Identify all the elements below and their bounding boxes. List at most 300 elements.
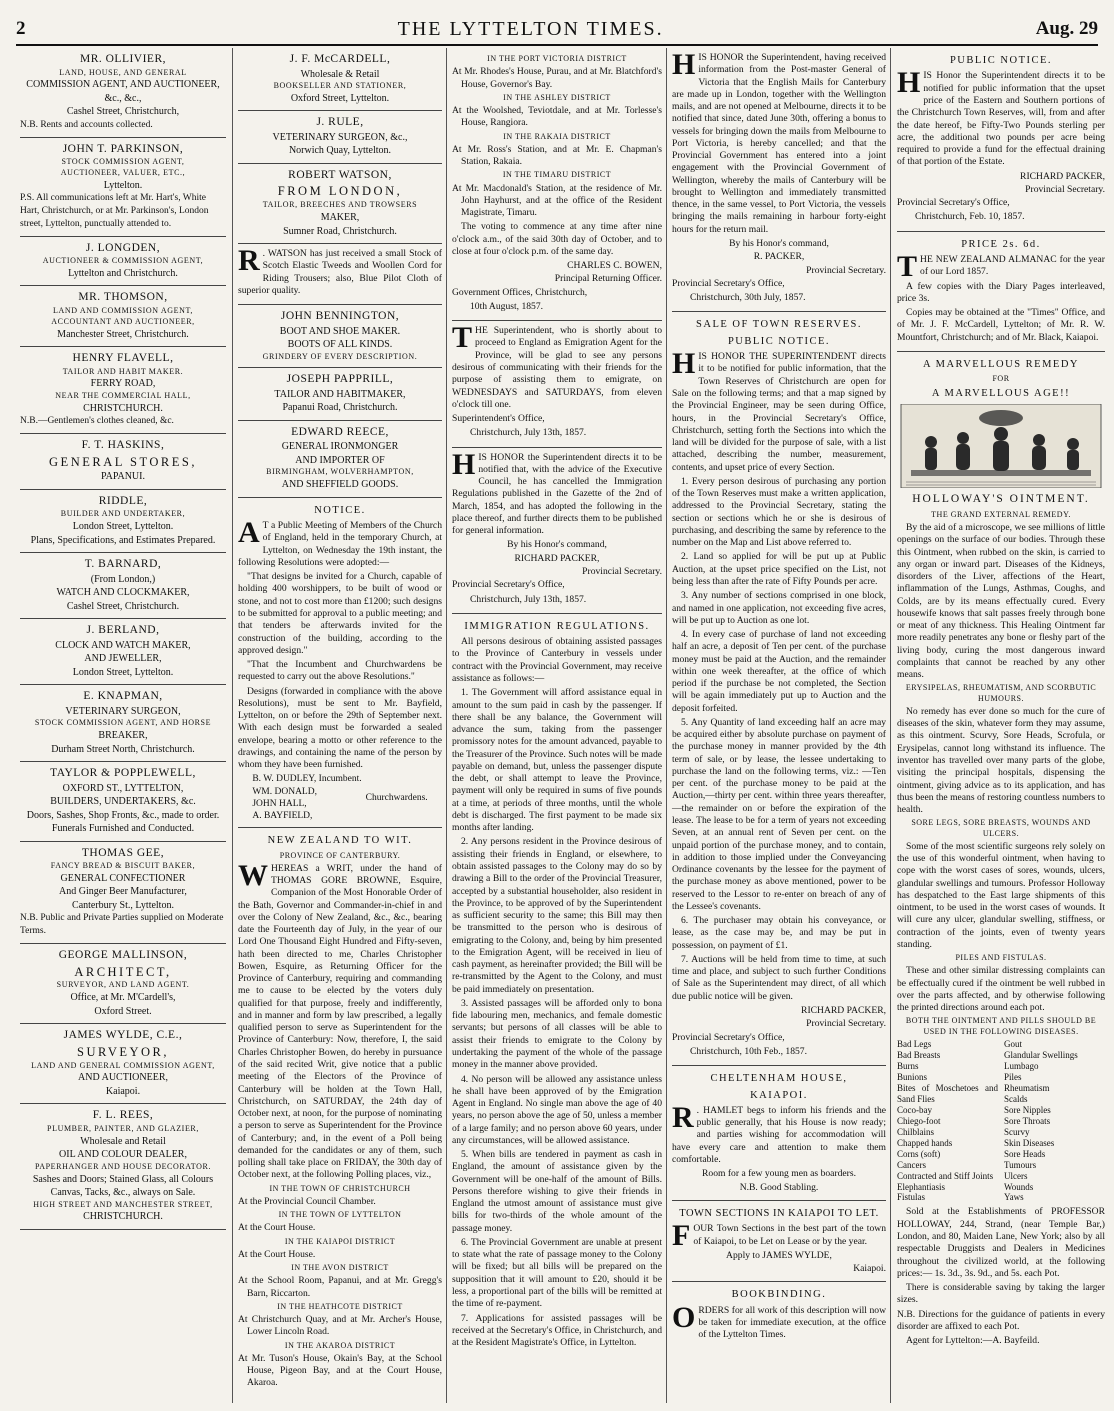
polling-places: [452, 48, 662, 321]
business-detail: Plans, Specifications, and Estimates Prepared.: [30, 534, 216, 546]
signature: Superintendent's Office,: [452, 413, 545, 425]
business-detail: Wholesale & Retail: [300, 68, 380, 80]
business-detail: Cashel Street, Christchurch,: [66, 106, 180, 118]
polling-district: IN THE HEATHCOTE DISTRICT: [277, 1301, 403, 1311]
disease-item: Bad Legs: [897, 1038, 932, 1049]
his-honor-notice: [452, 448, 662, 613]
notice-heading: NEW ZEALAND TO WIT.: [267, 835, 413, 847]
business-detail: Oxford Street, Lyttelton.: [290, 92, 390, 104]
business-detail: Durham Street North, Christchurch.: [51, 743, 195, 755]
disease-item: Wounds: [1004, 1181, 1034, 1192]
business-name: JOSEPH PAPPRILL,: [286, 373, 394, 386]
business-detail: OIL AND COLOUR DEALER,: [59, 1149, 187, 1161]
business-detail: BUILDERS, UNDERTAKERS, &c.: [50, 796, 196, 808]
church-signatories: [238, 773, 442, 822]
business-detail: Lyttelton.: [103, 179, 143, 191]
business-detail: Kaiapoi.: [105, 1085, 141, 1097]
writ-notice: [238, 828, 442, 1397]
notice-text: HE Superintendent, who is shortly about to proceed to England as Emigration Agent for the Province, will be glad to see any persons desirous of communicating with their friends for the purpose of assisting them to emigrate, on WEDNESDAYS and SATURDAYS, from eleven o'clock till one.: [452, 325, 662, 410]
polling-place: At the Woolshed, Teviotdale, and at Mr. Torlesse's House, Rangiora.: [452, 105, 662, 129]
notice-paragraph: 6. The Provincial Government are unable at present to state what the rate of passage money to the Colony will be fixed; but all bills will be prepared on the supposition that it will amount to £20, should it be less, a proportional part of the bills will be remitted at the time of re-payment.: [452, 1236, 662, 1310]
signature: CHARLES C. BOWEN,: [567, 260, 662, 272]
notice-text: IS HONOR THE SUPERINTENDENT directs it to be notified for public information, that the Town Reserves of Christchurch are open for Sale on the following terms; and that a map signed by the Provincial Engineer, may be seen during Office, hours, in the Provincial Secretary's Office, Christchurch, setting forth the Sections into which the land will be divided for the purpose of sale, with a list attached, describing the number, measurement, contents, and upset price of every Section.: [672, 351, 886, 473]
drop-cap: T: [452, 321, 473, 355]
signature: Provincial Secretary's Office,: [672, 277, 785, 289]
business-detail: Cashel Street, Christchurch.: [66, 600, 180, 612]
business-detail: Doors, Sashes, Shop Fronts, &c., made to order.: [26, 809, 220, 821]
business-name: JOHN BENNINGTON,: [280, 310, 400, 323]
ad-headline: A MARVELLOUS AGE!!: [931, 387, 1071, 399]
notice-paragraph: 7. Applications for assisted passages will be received at the Secretary's Office, in Christchurch, and at the Resident Magistrate's Office, in Lyttelton.: [452, 1312, 662, 1349]
signature: Kaiapoi.: [853, 1263, 886, 1275]
business-detail: Norwich Quay, Lyttelton.: [288, 145, 392, 157]
business-ad: [20, 434, 226, 490]
disease-item: Scalds: [1004, 1093, 1028, 1104]
business-ad: [20, 490, 226, 553]
drop-cap: H: [672, 347, 696, 381]
business-detail: PAPERHANGER AND HOUSE DECORATOR.: [34, 1161, 212, 1171]
business-detail: BUILDER AND UNDERTAKER,: [60, 509, 186, 519]
section-heading: SORE LEGS, SORE BREASTS, WOUNDS AND ULCERS.: [911, 818, 1091, 838]
business-detail: (From London,): [90, 573, 156, 585]
business-name: J. F. McCARDELL,: [289, 53, 391, 65]
notice-paragraph: 2. Land so applied for will be put up at Public Auction, at the upset price specified on the List, not being less than after the rate of Fifty Pounds per acre.: [672, 551, 886, 587]
business-ad: [238, 368, 442, 421]
notice-paragraph: 5. When bills are tendered in payment as cash in England, the amount of assistance given by the Government will be one-half of the amount of Bills. Persons therefore wishing to give their friends in England the utmost amount of assistance must give bills for two-thirds of the whole amount of the passage money.: [452, 1149, 662, 1234]
signature: Provincial Secretary.: [806, 264, 886, 276]
bookbinding-ad: [672, 1282, 886, 1348]
disease-item: Fistulas: [897, 1192, 926, 1203]
business-detail: FERRY ROAD,: [90, 378, 156, 390]
business-detail: Funerals Furnished and Conducted.: [51, 823, 195, 835]
disease-item: Bunions: [897, 1071, 928, 1082]
notice-text: "That designs be invited for a Church, capable of holding 400 worshippers, to be built of wood or stone, and not to cost more than £1200; such designs to be submitted for approval to a public meeting; and that tenders be afterwards invited for the construction of the building, according to the approved design.": [238, 571, 442, 656]
public-notice: [897, 48, 1105, 232]
holloway-engraving-illustration: [897, 404, 1105, 488]
notice-paragraph: 5. Any Quantity of land exceeding half an acre may be acquired either by absolute purchase on payment of the purchase money in manner provided by the 4th term of sale, or by lease, the lessee undertaking to purchase the land on the following terms, viz.: —Ten per cent. of the purchase money to be paid at the Auction,—thirty per cent. within three years thereafter,—the remainder on or before the expiration of the lease. The lease to be for a term of years not exceeding Seven, at an annual rent of Seven per cent. on the unpaid portion of the purchase money, and to contain, in addition to those implied under the Conveyancing Ordinance covenants by the lessee for the payment of the purchase money as above mentioned, power to be reserved to the Lessor to re-enter on breach of any of the Lessee's covenants.: [672, 716, 886, 912]
business-ad: [20, 1104, 226, 1229]
drop-cap: W: [238, 858, 268, 892]
disease-item: Bad Breasts: [897, 1049, 941, 1060]
business-ad: [238, 164, 442, 244]
notice-heading: BOOKBINDING.: [731, 1289, 827, 1301]
notice-text: A few copies with the Diary Pages interleaved, price 3s.: [897, 280, 1105, 304]
business-detail: VETERINARY SURGEON, &c.,: [272, 131, 408, 143]
notice-text: Sold at the Establishments of PROFESSOR HOLLOWAY, 244, Strand, (near Temple Bar,) London, and 80, Maiden Lane, New York; also by all respectable Druggists and Dealers in Medicines throughout the civilized world, at the following prices:— 1s. 3d., 3s. 9d., and 5s. each Pot.: [897, 1206, 1105, 1279]
business-detail: LAND, HOUSE, AND GENERAL: [59, 67, 187, 77]
column-2: [232, 48, 447, 1403]
disease-item: Burns: [897, 1060, 919, 1071]
mails-notice: [672, 48, 886, 312]
business-detail: Canterbury St., Lyttelton.: [72, 899, 174, 911]
disease-item: Skin Diseases: [1004, 1137, 1055, 1148]
business-ad: [20, 685, 226, 762]
polling-place: At Mr. Ross's Station, and at Mr. E. Chapman's Station, Rakaia.: [452, 143, 662, 168]
cheltenham-house-ad: [672, 1066, 886, 1201]
signatory: WM. DONALD,: [252, 786, 317, 797]
business-detail: AND IMPORTER OF: [295, 454, 385, 466]
drop-cap: H: [897, 66, 921, 100]
business-name: MR. OLLIVIER,: [79, 53, 167, 65]
column-1: [16, 48, 232, 1403]
drop-cap: F: [672, 1219, 691, 1253]
drop-cap: R: [238, 244, 260, 278]
business-detail: BIRMINGHAM, WOLVERHAMPTON,: [266, 467, 414, 477]
business-detail: Sashes and Doors; Stained Glass, all Colours: [32, 1173, 214, 1185]
disease-item: Gout: [1004, 1038, 1022, 1049]
business-detail: AUCTIONEER, VALUER, ETC.,: [60, 167, 186, 177]
polling-place: At Mr. Tuson's House, Okain's Bay, at the School House, Pigeon Bay, and at the Court House, Akaroa.: [238, 1352, 442, 1389]
drop-cap: T: [897, 250, 918, 284]
business-detail: STOCK COMMISSION AGENT, AND HORSE: [34, 718, 212, 728]
disease-item: Cancers: [897, 1159, 926, 1170]
notice-text: N.B. Directions for the guidance of patients in every disorder are affixed to each Pot.: [897, 1308, 1105, 1332]
signature: Provincial Secretary's Office,: [452, 579, 565, 591]
business-note: N.B. Rents and accounts collected.: [20, 119, 153, 130]
signatory: JOHN HALL,: [252, 798, 307, 809]
ad-headline: A MARVELLOUS REMEDY: [923, 358, 1079, 370]
church-notice: [238, 498, 442, 828]
polling-place: At the Court House.: [238, 1222, 316, 1234]
signature: Provincial Secretary.: [1025, 183, 1105, 195]
polling-district: IN THE TOWN OF CHRISTCHURCH: [269, 1183, 411, 1193]
business-name: GEORGE MALLINSON,: [58, 949, 188, 962]
notice-paragraph: 3. Assisted passages will be afforded only to bona fide labouring men, mechanics, and female domestic servants; but persons of all classes will be able to assist their friends to emigrate to the Colony by undertaking the payment of the whole of the passage money in the manner above provided.: [452, 997, 662, 1071]
signature: RICHARD PACKER,: [801, 1005, 886, 1016]
polling-district: IN THE AVON DISTRICT: [291, 1263, 389, 1273]
disease-item: Sore Throats: [1004, 1115, 1051, 1126]
disease-item: Tumours: [1004, 1159, 1037, 1170]
business-name: J. BERLAND,: [86, 624, 160, 637]
disease-item: Rheumatism: [1004, 1082, 1050, 1093]
business-name: RIDDLE,: [98, 494, 148, 507]
business-ad: [238, 305, 442, 368]
business-ad: [20, 48, 226, 138]
signature: 10th August, 1857.: [470, 300, 544, 312]
business-detail: Oxford Street.: [94, 1005, 152, 1017]
business-detail: AUCTIONEER & COMMISSION AGENT,: [42, 256, 204, 266]
notice-paragraph: [238, 659, 442, 684]
drop-cap: R: [672, 1100, 694, 1134]
business-detail: FROM LONDON,: [277, 184, 403, 199]
disease-item: Elephantiasis: [897, 1181, 945, 1192]
signatory: A. BAYFIELD,: [252, 810, 313, 821]
business-name: JOHN T. PARKINSON,: [62, 142, 184, 155]
signature: Provincial Secretary's Office,: [897, 197, 1010, 209]
business-detail: LAND AND GENERAL COMMISSION AGENT,: [31, 1060, 215, 1070]
business-detail: BOOT AND SHOE MAKER.: [279, 325, 401, 337]
issue-date: Aug. 29: [1035, 18, 1098, 39]
business-detail: AND SHEFFIELD GOODS.: [281, 479, 399, 491]
notice-text: RDERS for all work of this description will now be taken for immediate execution, at the office of the Lyttelton Times.: [698, 1304, 886, 1341]
business-detail: GRINDERY OF EVERY DESCRIPTION.: [262, 351, 418, 361]
notice-heading: SALE OF TOWN RESERVES.: [696, 319, 862, 331]
page-number: 2: [16, 18, 26, 39]
business-ad: [20, 944, 226, 1024]
business-detail: FANCY BREAD & BISCUIT BAKER,: [50, 861, 196, 871]
polling-district: IN THE KAIAPOI DISTRICT: [284, 1236, 396, 1246]
notice-paragraph: 3. Any number of sections comprised in one block, and named in one application, not exceeding five acres, will be put up to Auction as one lot.: [672, 590, 886, 626]
business-detail: GENERAL CONFECTIONER: [60, 872, 186, 884]
business-detail: Manchester Street, Christchurch.: [57, 328, 189, 340]
business-detail: CHRISTCHURCH.: [83, 1211, 163, 1223]
business-note: N.B. Public and Private Parties supplied on Moderate Terms.: [20, 913, 224, 937]
polling-place: At Mr. Rhodes's House, Purau, and at Mr. Blatchford's House, Governor's Bay.: [452, 66, 662, 90]
disease-item: Bites of Moschetoes and Sand Flies: [897, 1082, 998, 1104]
signature: Provincial Secretary.: [806, 1018, 886, 1030]
almanac-ad: [897, 232, 1105, 352]
business-detail: HIGH STREET AND MANCHESTER STREET,: [33, 1199, 213, 1209]
business-name: F. L. REES,: [92, 1109, 154, 1122]
drop-cap: H: [672, 48, 696, 81]
notice-paragraph: 6. The purchaser may obtain his conveyance, or lease, as the case may be, and may be put in possession, on payment of £1.: [672, 915, 886, 951]
signature: Christchurch, Feb. 10, 1857.: [915, 211, 1025, 223]
notice-paragraph: 7. Auctions will be held from time to time, at such time and place, and subject to such further Conditions of Sale as the Superintendent may direct, of all which due public notice will be given.: [672, 953, 886, 1002]
drop-cap: H: [452, 447, 476, 481]
signature: R. PACKER,: [753, 251, 805, 263]
disease-item: Yaws: [1004, 1192, 1024, 1203]
notice-paragraph: 4. No person will be allowed any assistance unless he shall have been approved of by the Emigration Agent in England. No single man above the age of 40 years, no person above the age of 50, unless a member of a large family; and no person above 60 years, under any circumstances, will be allowed assistance.: [452, 1073, 662, 1146]
business-ad: [20, 286, 226, 347]
business-ad: [20, 762, 226, 842]
notice-text: HEREAS a WRIT, under the hand of THOMAS GORE BROWNE, Esquire, Companion of the Most Honorable Order of the Bath, Governor and Commander-in-chief in and over the Colony of New Zealand, &c., &c., bearing date the Fourteenth day of July, in the year of our Lord One Thousand Eight Hundred and Fifty-seven, hath been directed to me, Charles Christopher Bowen, Esquire, as Returning Officer for the Province of Canterbury, requiring and commanding me to cause to be elected by the voters duly qualified for that purpose, freely and indifferently, and in manner and form by law prescribed, a legally qualified person to serve as Superintendent for the Province of Canterbury: Now, therefore, I, the said Charles Christopher Bowen, do hereby in pursuance of the said recited Writ, give notice that a public meeting of the Electors of the Province of Canterbury will be holden at the Town Hall, Christchurch, on SATURDAY, the 24th day of October next, at noon, for the purpose of nominating a person to serve as Superintendent for the Province of Canterbury; and, in the event of a Poll being demanded for the candidates or any of them, such polling shall take place on FRIDAY, the 30th day of October next, at the following Polling places, viz.,: [238, 862, 442, 1181]
business-name: TAYLOR & POPPLEWELL,: [50, 767, 196, 780]
notice-text: T a Public Meeting of Members of the Church of England, held in the temporary Church, at Lyttelton, on Wednesday the 19th instant, the following Resolutions were adopted:—: [238, 520, 442, 568]
business-note: N.B.—Gentlemen's clothes cleaned, &c.: [20, 416, 174, 427]
business-detail: TAILOR AND HABIT MAKER.: [62, 366, 184, 376]
notice-paragraph: 4. In every case of purchase of land not exceeding half an acre, a deposit of Ten per cent. of the purchase money must be paid at the Auction, and the remainder within one week thereafter, at the office of which period if the purchase be not completed, the Section will be again immediately put up to Auction and the deposit forfeited.: [672, 629, 886, 714]
business-detail: Sumner Road, Christchurch.: [283, 225, 397, 237]
notice-paragraph: [238, 571, 442, 657]
polling-place: At the Court House.: [238, 1248, 316, 1260]
business-ad: [20, 619, 226, 685]
disease-item: Piles: [1004, 1071, 1022, 1082]
business-detail: ACCOUNTANT AND AUCTIONEER,: [51, 316, 195, 326]
notice-text: N.B. Good Stabling.: [739, 1181, 819, 1193]
polling-district: IN THE TIMARU DISTRICT: [502, 170, 612, 180]
notice-text: . WATSON has just received a small Stock of Scotch Elastic Tweeds and Woollen Cord for Riding Trousers; also, Blue Pilot Cloth of superior quality.: [238, 248, 442, 296]
business-detail: And Ginger Beer Manufacturer,: [59, 886, 187, 898]
signature: Principal Returning Officer.: [554, 273, 662, 285]
business-ad: [20, 237, 226, 287]
business-detail: STOCK COMMISSION AGENT,: [61, 157, 185, 167]
business-detail: OXFORD ST., LYTTELTON,: [62, 782, 184, 794]
ad-headline: FOR: [992, 374, 1010, 384]
section-heading: PILES AND FISTULAS.: [955, 953, 1047, 963]
polling-place: At Christchurch Quay, and at Mr. Archer's House, Lower Lincoln Road.: [238, 1314, 442, 1338]
holloway-ointment-ad: [897, 352, 1105, 1354]
newspaper-title: THE LYTTELTON TIMES.: [397, 17, 664, 40]
disease-item: Sore Heads: [1004, 1148, 1046, 1159]
notice-paragraph: These and other similar distressing complaints can be effectually cured if the ointment be well rubbed in over the parts affected, and by otherwise following the printed directions around each pot.: [897, 965, 1105, 1014]
masthead: [16, 14, 1098, 46]
business-detail: BOOTS OF ALL KINDS.: [287, 339, 393, 351]
business-detail: ARCHITECT,: [74, 964, 172, 979]
signature: Provincial Secretary's Office,: [672, 1031, 785, 1043]
column-3: [446, 48, 667, 1403]
disease-item: Lumbago: [1004, 1060, 1039, 1071]
disease-item: Ulcers: [1004, 1170, 1028, 1181]
business-detail: GENERAL STORES,: [49, 454, 197, 469]
disease-item: Contracted and Stiff Joints: [897, 1170, 994, 1181]
disease-item: Chiego-foot: [897, 1115, 941, 1126]
business-detail: CHRISTCHURCH.: [83, 402, 163, 414]
notice-heading: CHELTENHAM HOUSE,: [710, 1073, 848, 1085]
business-name: THOMAS GEE,: [81, 846, 165, 859]
business-ad: [20, 553, 226, 619]
business-name: MR. THOMSON,: [78, 291, 168, 304]
business-name: JAMES WYLDE, C.E.,: [63, 1029, 183, 1042]
business-ad: [238, 421, 442, 498]
business-detail: London Street, Lyttelton.: [72, 521, 174, 533]
business-ad: [20, 842, 226, 944]
notice-text: The voting to commence at any time after nine o'clock a.m., of the said 30th day of October, and to close at four o'clock p.m. of the same day.: [452, 221, 662, 257]
business-detail: BREAKER,: [98, 730, 148, 742]
watson-notice: [238, 244, 442, 305]
business-detail: GENERAL IRONMONGER: [281, 441, 399, 453]
business-detail: SURVEYOR, AND LAND AGENT.: [56, 980, 190, 990]
drop-cap: O: [672, 1300, 696, 1334]
business-ad: [20, 138, 226, 237]
notice-paragraph: [238, 516, 442, 569]
notice-heading: TOWN SECTIONS IN KAIAPOI TO LET.: [679, 1207, 879, 1219]
business-note: P.S. All communications left at Mr. Hart's, White Hart, Christchurch, or at Mr. Parkinson's, London street, Lyttelton, punctually attended to.: [20, 193, 209, 229]
disease-item: Corns (soft): [897, 1148, 941, 1159]
notice-paragraph: 2. Any persons resident in the Province desirous of assisting their friends in England, or elsewhere, to obtain assisted passages to the Colony may do so by drawing a Bill to the order of the Provincial Treasurer, accepted by a substantial householder, also resident in the Province, to be approved of by the Superintendent as sufficient security to the same; this Bill may then be transmitted to the person who is desirous of emigrating to the Colony, and, being by him presented to the Emigration Agent, will be received in lieu of cash payment, as hereinafter provided; the Bill will be re-transmitted by the Agent to the Colony, and must be paid immediately on presentation.: [452, 836, 662, 995]
polling-place: At the Provincial Council Chamber.: [238, 1195, 376, 1207]
business-name: J. RULE,: [316, 116, 364, 129]
business-detail: AND AUCTIONEER,: [78, 1072, 168, 1084]
business-detail: AND JEWELLER,: [84, 653, 162, 665]
ad-title: HOLLOWAY'S OINTMENT.: [912, 493, 1090, 506]
notice-paragraph: [238, 686, 442, 772]
notice-text: HE NEW ZEALAND ALMANAC for the year of our Lord 1857.: [920, 254, 1105, 278]
business-detail: Canvas, Tacks, &c., always on Sale.: [50, 1187, 196, 1198]
business-name: HENRY FLAVELL,: [72, 352, 174, 365]
business-detail: TAILOR, BREECHES AND TROWSERS: [262, 200, 418, 210]
notice-text: Copies may be obtained at the "Times" Office, and of Mr. J. F. McCardell, Lyttelton; of Mr. R. W. Mountfort, Christchurch; and of Mr. Black, Kaiapoi.: [897, 307, 1105, 343]
business-detail: COMMISSION AGENT, AND AUCTIONEER, &c., &c.,: [26, 79, 220, 104]
notice-paragraph: Some of the most scientific surgeons rely solely on the use of this wonderful ointment, when having to cope with the worst cases of sores, wounds, ulcers, glandular swellings and tumours. Professor Holloway has despatched to the East large shipments of this ointment, to be used in the worst cases of wounds. It will cure any ulcer, glandular swelling, stiffness, or contraction of the joints, even of twenty years standing.: [897, 840, 1105, 950]
notice-text: IS Honor the Superintendent directs it to be notified for public information that the upset price of the Eastern and Southern portions of the Christchurch Town Reserves, will, from and after the date hereof, be Fifty-Two Pounds sterling per acre, the additional two pounds per acre being required to provide a fund for the effectual draining of that portion of the Estate.: [897, 70, 1105, 168]
business-ad: [238, 48, 442, 111]
business-ad: [20, 1024, 226, 1104]
disease-item: Coco-bay: [897, 1104, 932, 1115]
notice-text: . HAMLET begs to inform his friends and the public generally, that his House is now ready; and parties wishing for accommodation will have every care and attention to make them comfortable.: [672, 1104, 886, 1165]
polling-district: IN THE ASHLEY DISTRICT: [503, 92, 611, 102]
column-5: [890, 48, 1109, 1403]
polling-district: IN THE PORT VICTORIA DISTRICT: [487, 54, 627, 63]
town-sections-ad: [672, 1201, 886, 1283]
business-detail: Office, at Mr. M'Cardell's,: [70, 992, 176, 1004]
notice-text: Designs (forwarded in compliance with the above Resolutions), must be sent to Mr. Bayfield, Lyttelton, on or before the 29th of September next. With each design must be forwarded a sealed envelope, bearing a motto or other reference to the drawings, and containing the name of the person by whom they have been furnished.: [238, 685, 442, 771]
notice-text: Room for a few young men as boarders.: [702, 1168, 856, 1180]
business-name: J. LONGDEN,: [85, 241, 161, 254]
notice-heading: PUBLIC NOTICE.: [949, 55, 1053, 66]
signatory: B. W. DUDLEY, Incumbent.: [252, 774, 362, 785]
notice-paragraph: No remedy has ever done so much for the cure of diseases of the skin, whatever form they may assume, as this ointment. Scurvy, Sore Heads, Scrofula, or Erysipelas, cannot long withstand its influence. The inventor has travelled over many parts of the globe, visiting the principal hospitals, dispensing the ointment, giving advice as to its application, and has thus been the means of restoring countless numbers to health.: [897, 705, 1105, 816]
disease-item: Sore Nipples: [1004, 1104, 1051, 1115]
signature: RICHARD PACKER,: [1020, 170, 1105, 182]
business-detail: Lyttelton and Christchurch.: [68, 267, 178, 279]
business-detail: London Street, Lyttelton.: [72, 666, 174, 678]
business-detail: SURVEYOR,: [77, 1044, 169, 1059]
signature: Christchurch, 10th Feb., 1857.: [690, 1045, 807, 1057]
signature: RICHARD PACKER,: [514, 552, 600, 564]
signature: Provincial Secretary.: [582, 565, 662, 577]
diseases-heading: BOTH THE OINTMENT AND PILLS SHOULD BE USED IN THE FOLLOWING DISEASES.: [905, 1016, 1097, 1036]
business-name: F. T. HASKINS,: [81, 439, 165, 452]
business-ad: [20, 347, 226, 434]
disease-item: Chapped hands: [897, 1137, 953, 1148]
polling-district: IN THE AKAROA DISTRICT: [284, 1340, 396, 1350]
column-4: [666, 48, 891, 1403]
signature: Apply to JAMES WYLDE,: [726, 1249, 832, 1261]
business-name: ROBERT WATSON,: [288, 168, 392, 181]
business-detail: TAILOR AND HABITMAKER,: [274, 388, 406, 400]
price: PRICE 2s. 6d.: [961, 238, 1041, 250]
business-name: EDWARD REECE,: [291, 425, 389, 438]
notice-text: Agent for Lyttelton:—A. Bayfeild.: [906, 1335, 1040, 1347]
ad-subtitle: THE GRAND EXTERNAL REMEDY.: [931, 509, 1071, 519]
notice-text: There is considerable saving by taking the larger sizes.: [897, 1282, 1105, 1306]
business-ad: [238, 111, 442, 164]
business-detail: PLUMBER, PAINTER, AND GLAZIER,: [47, 1123, 199, 1133]
disease-item: Scurvy: [1004, 1126, 1030, 1137]
drop-cap: A: [238, 516, 260, 550]
notice-heading: NOTICE.: [314, 504, 366, 516]
business-detail: BOOKSELLER AND STATIONER,: [273, 81, 407, 91]
notice-subheading: PUBLIC NOTICE.: [727, 335, 831, 347]
business-detail: Wholesale and Retail: [80, 1135, 166, 1147]
notice-heading: IMMIGRATION REGULATIONS.: [464, 620, 650, 632]
signature: Government Offices, Christchurch,: [452, 286, 588, 298]
signature: Christchurch, 30th July, 1857.: [690, 292, 806, 304]
notice-paragraph: 1. Every person desirous of purchasing any portion of the Town Reserves must make a written application, addressed to the Provincial Secretary, stating the section or sections which he or she is desirous of purchasing, and describing the same by reference to the number on the Map and List above referred to.: [672, 475, 886, 549]
disease-item: Chilblains: [897, 1126, 935, 1137]
notice-text: OUR Town Sections in the best part of the town of Kaiapoi, to be Let on Lease or by the year.: [693, 1223, 886, 1247]
diseases-list: [897, 1039, 1105, 1204]
notice-text: IS HONOR the Superintendent, having received information from the Post-master General of Victoria that the English Mails for Canterbury are made up in London, together with the Wellington mails, and are not opened at Melbourne, directs it to be notified that since, dated June 30th, offering a bonus to vessels for bringing down the mails from Melbourne to Port Victoria, is hereby cancelled; and that the Provincial Government has entered into a joint engagement with the Provincial Government of Wellington, whereby the mails of Canterbury will be brought to Wellington and immediately transmitted thence, in the same vessel, to Port Victoria, the vessels bringing the mails remaining in harbour forty-eight hours for the return mail.: [672, 52, 886, 235]
immigration-regulations: [452, 613, 662, 1357]
signatory-role: Churchwardens.: [365, 792, 428, 803]
polling-district: IN THE TOWN OF LYTTELTON: [278, 1210, 402, 1220]
section-heading: ERYSIPELAS, RHEUMATISM, AND SCORBUTIC HUMOURS.: [905, 683, 1097, 703]
business-detail: CLOCK AND WATCH MAKER,: [55, 639, 191, 651]
signature: By his Honor's command,: [729, 237, 829, 249]
signature: Christchurch, July 13th, 1857.: [470, 427, 587, 439]
disease-item: Glandular Swellings: [1004, 1049, 1078, 1060]
polling-place: At the School Room, Papanui, and at Mr. Gregg's Barn, Riccarton.: [238, 1275, 442, 1299]
signature: Christchurch, July 13th, 1857.: [470, 593, 587, 605]
business-detail: PAPANUI.: [100, 471, 145, 483]
business-detail: VETERINARY SURGEON,: [65, 705, 181, 717]
town-reserves-notice: [672, 312, 886, 1066]
notice-subheading: KAIAPOI.: [750, 1089, 808, 1101]
notice-subheading: PROVINCE OF CANTERBURY.: [279, 850, 401, 860]
business-name: E. KNAPMAN,: [83, 690, 163, 703]
notice-text: IS HONOR the Superintendent directs it to be notified that, with the advice of the Executive Council, he has cancelled the Immigration Regulations published in the Gazette of the 2nd of March, 1854, and has adopted the following in the place thereof, and further directs them to be published for general information.: [452, 451, 662, 537]
notice-paragraph: All persons desirous of obtaining assisted passages to the Province of Canterbury in vessels under contract with the Provincial Government, may receive assistance as follows:—: [452, 636, 662, 684]
notice-text: By the aid of a microscope, we see millions of little openings on the surface of our bodies. Through these this Ointment, when rubbed on the skin, is carried to any organ or inward part. Diseases of the Kidneys, disorders of the Liver, affections of the Heart, inflammation of the Lungs, Asthmas, Coughs, and Colds, are by its means effectually cured. Every housewife knows that salt passes freely through bone or meat of any thickness. This Healing Ointment far more readily penetrates any bone or fleshy part of the living body, curing the most dangerous inward complaints that cannot be reached by any other means.: [897, 521, 1105, 681]
business-detail: MAKER,: [320, 212, 360, 224]
business-name: T. BARNARD,: [84, 558, 162, 571]
business-detail: NEAR THE COMMERCIAL HALL,: [55, 390, 191, 400]
business-detail: LAND AND COMMISSION AGENT,: [53, 306, 193, 315]
notice-paragraph: 1. The Government will afford assistance equal in amount to the sum paid in cash by the passenger. If there shall be any balance, the Government will advance the sum, taking from the passenger promissory notes for the amount advanced, payable to the Treasurer of the Province. Such notes will be made payable on demand, but, unless the passenger dispute the debt, or shall attempt to leave the Province, payment will only be required in sums of five pounds at a time, at periods of three months, until the whole debt is discharged. The first payment to be made six months after landing.: [452, 687, 662, 834]
polling-place: At Mr. Macdonald's Station, at the residence of Mr. John Hayhurst, and at the office of the Resident Magistrate, Timaru.: [452, 182, 662, 219]
polling-district: IN THE RAKAIA DISTRICT: [503, 131, 611, 141]
